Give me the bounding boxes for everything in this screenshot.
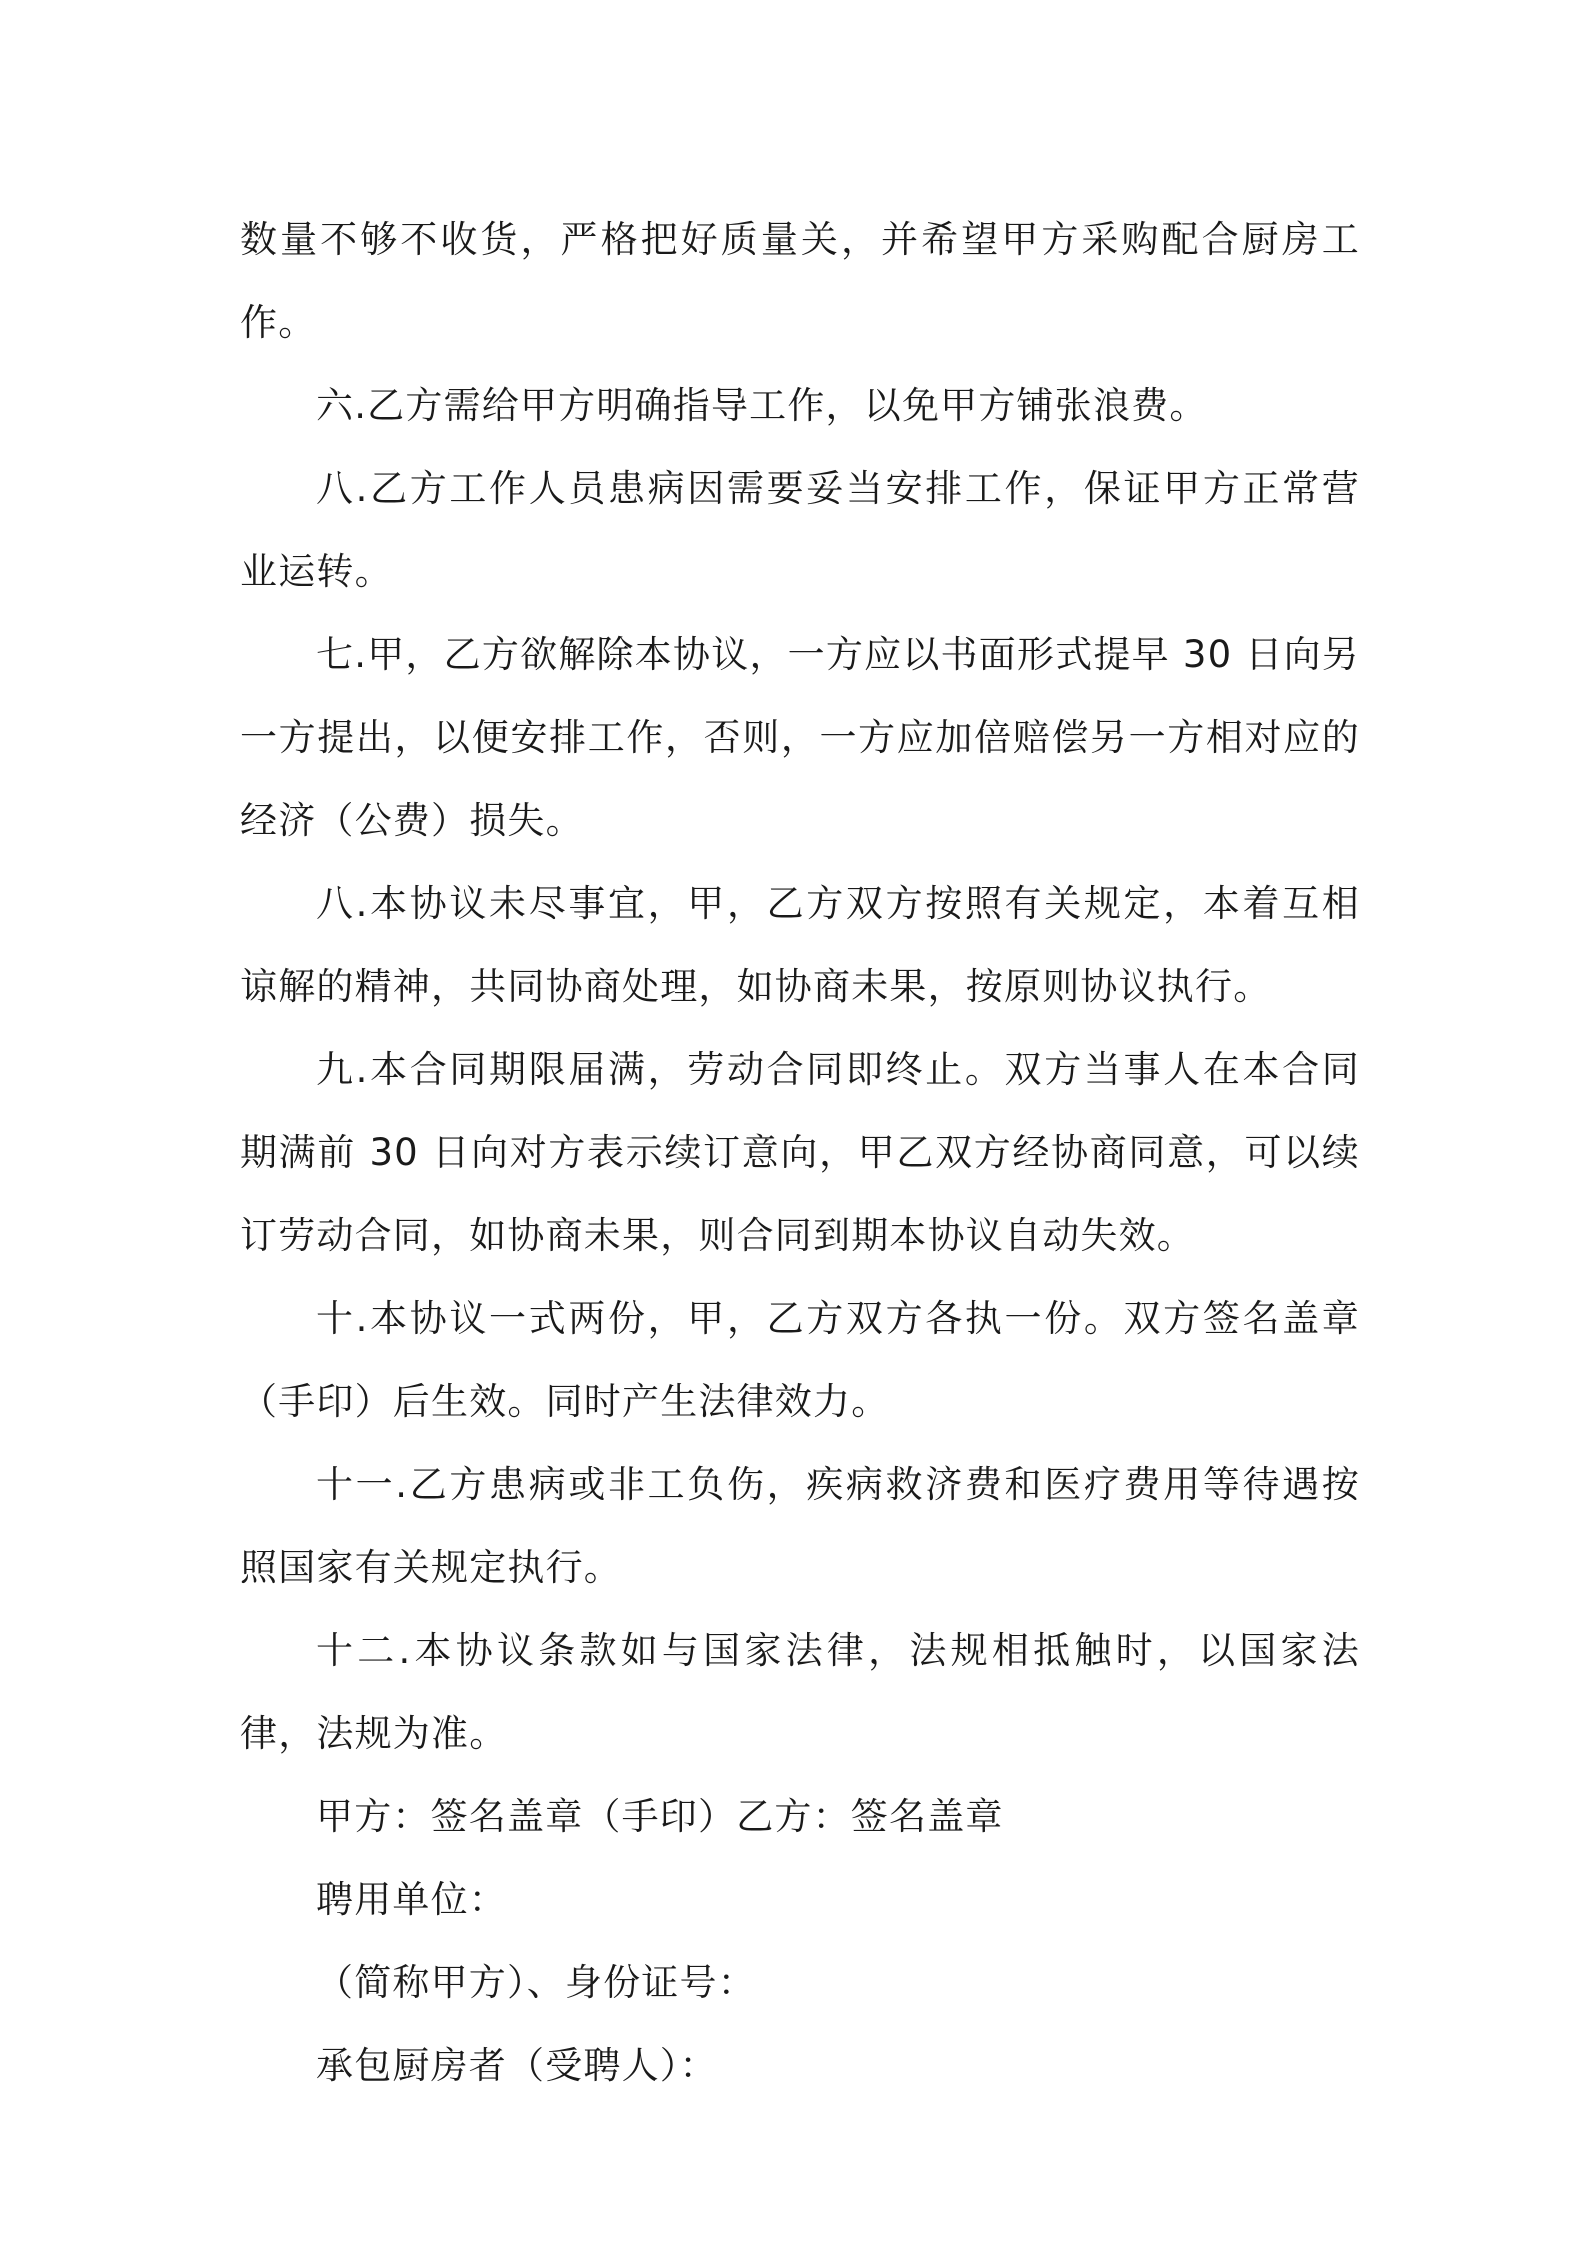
clause-eight-unresolved: 八.本协议未尽事宜，甲，乙方双方按照有关规定，本着互相谅解的精神，共同协商处理，如协商未果，按原则协议执行。 <box>240 882 1360 1008</box>
signature-parties-line: 甲方：签名盖章（手印）乙方：签名盖章 <box>316 1795 1004 1838</box>
clause-twelve-law: 十二.本协议条款如与国家法律，法规相抵触时，以国家法律，法规为准。 <box>240 1629 1360 1755</box>
clause-continuation: 数量不够不收货，严格把好质量关，并希望甲方采购配合厨房工作。 <box>240 218 1360 344</box>
clause-seven-termination: 七.甲，乙方欲解除本协议，一方应以书面形式提早 30 日向另一方提出，以便安排工作，否则，一方应加倍赔偿另一方相对应的经济（公费）损失。 <box>240 633 1360 842</box>
signature-contractor-line: 承包厨房者（受聘人）： <box>316 2044 718 2087</box>
clause-six: 六.乙方需给甲方明确指导工作，以免甲方铺张浪费。 <box>316 384 1208 427</box>
signature-id-line: （简称甲方）、身份证号： <box>316 1961 756 2004</box>
clause-eleven-medical: 十一.乙方患病或非工负伤，疾病救济费和医疗费用等待遇按照国家有关规定执行。 <box>240 1463 1360 1589</box>
clause-ten-copies: 十.本协议一式两份，甲，乙方双方各执一份。双方签名盖章（手印）后生效。同时产生法律效力。 <box>240 1297 1360 1423</box>
contract-body <box>240 198 1360 2107</box>
signature-employer-line: 聘用单位： <box>316 1878 507 1921</box>
clause-eight-illness: 八.乙方工作人员患病因需要妥当安排工作，保证甲方正常营业运转。 <box>240 467 1360 593</box>
clause-nine-term: 九.本合同期限届满，劳动合同即终止。双方当事人在本合同期满前 30 日向对方表示续订意向，甲乙双方经协商同意，可以续订劳动合同，如协商未果，则合同到期本协议自动失效。 <box>240 1048 1360 1257</box>
